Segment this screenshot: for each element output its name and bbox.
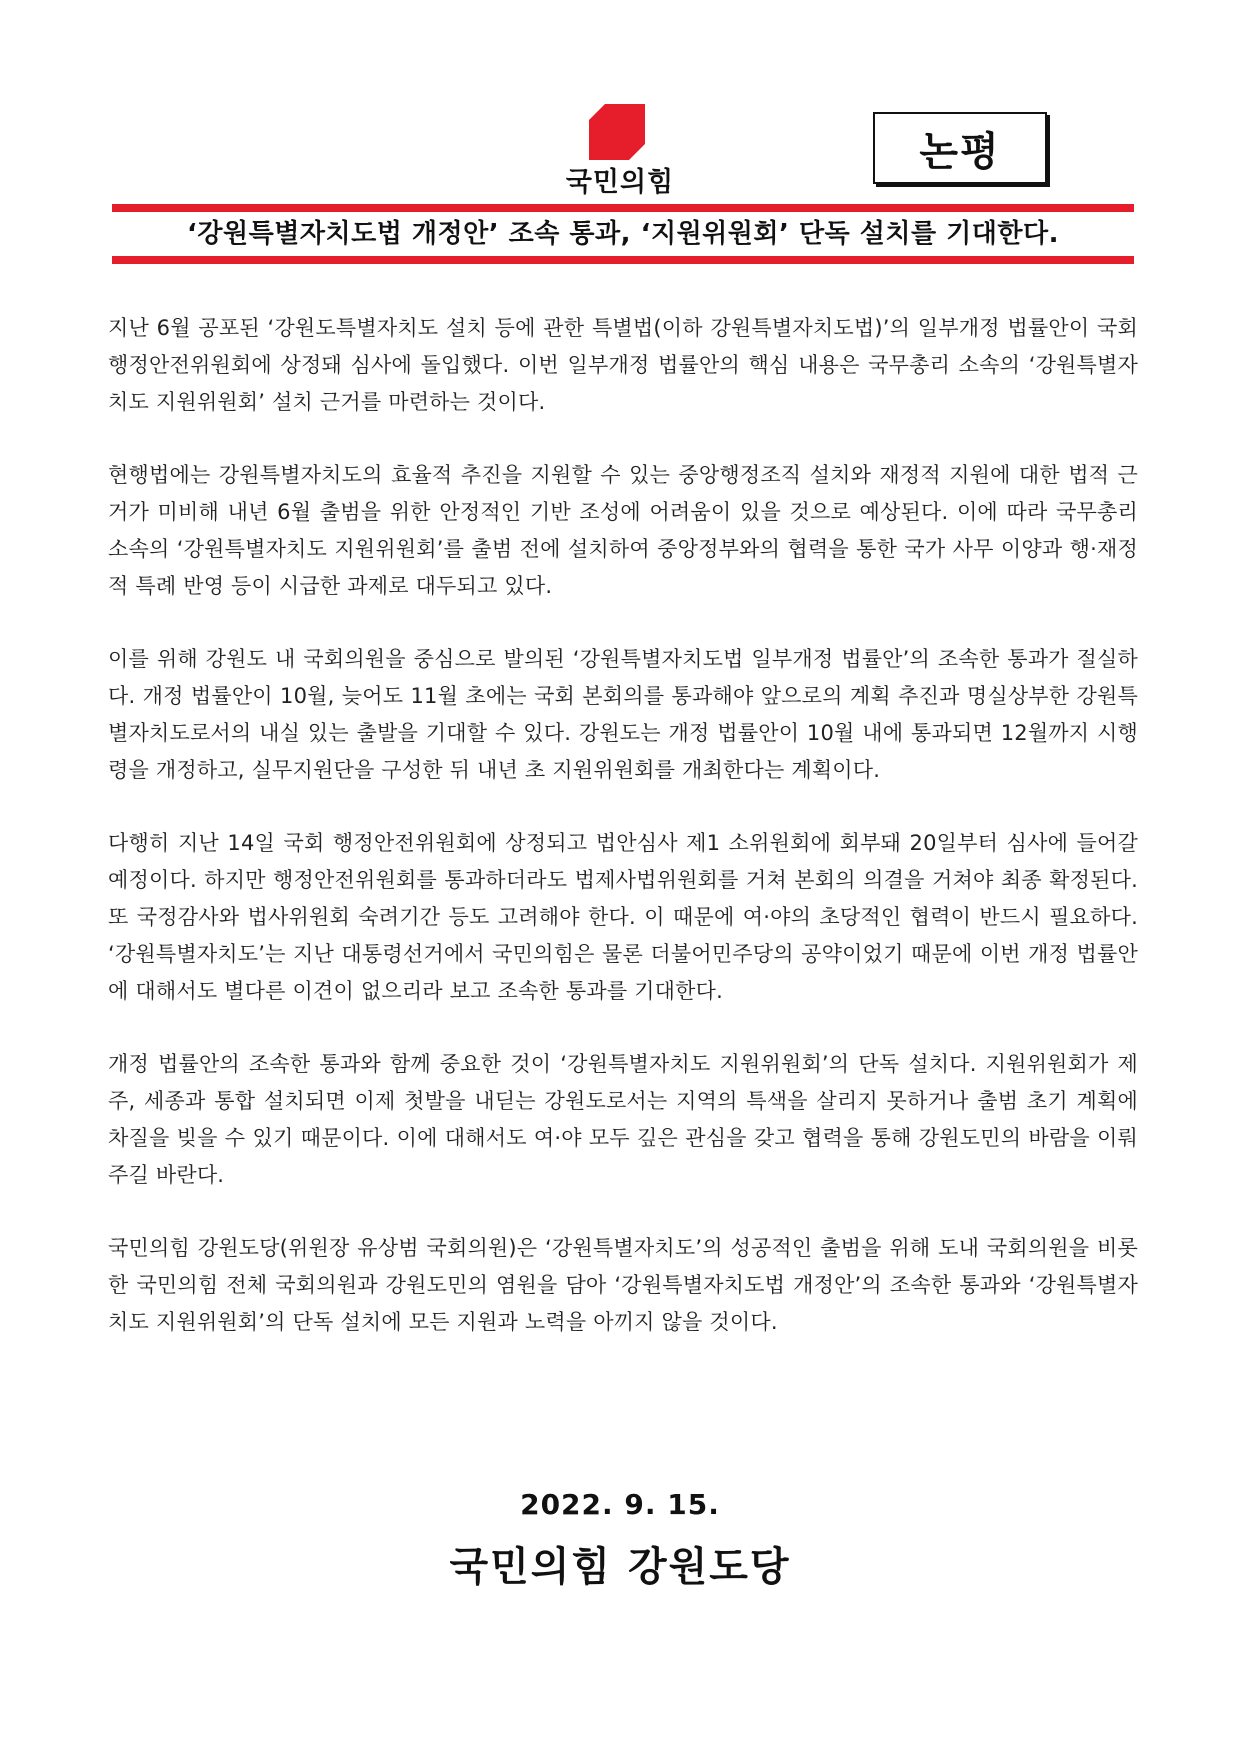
headline-top-rule [112,204,1134,212]
party-logo-icon [589,104,645,160]
party-logo-shape [589,104,645,160]
paragraph: 현행법에는 강원특별자치도의 효율적 추진을 지원할 수 있는 중앙행정조직 설치와 재정적 지원에 대한 법적 근거가 미비해 내년 6월 출범을 위한 안정적인 기반 조성에 어려움이 있을 것으로 예상된다. 이에 따라 국무총리 소속의 ‘강원특별자치도 지원위원회’를 출범 전에 설치하여 중앙정부와의 협력을 통한 국가 사무 이양과 행·재정적 특례 반영 등이 시급한 과제로 대두되고 있다. [108,463,1138,598]
issuing-organization: 국민의힘 강원도당 [449,1544,791,1590]
paragraph: 이를 위해 강원도 내 국회의원을 중심으로 발의된 ‘강원특별자치도법 일부개정 법률안’의 조속한 통과가 절실하다. 개정 법률안이 10월, 늦어도 11월 초에는 국회 본회의를 통과해야 앞으로의 계획 추진과 명실상부한 강원특별자치도로서의 내실 있는 출발을 기대할 수 있다. 강원도는 개정 법률안이 10월 내에 통과되면 12월까지 시행령을 개정하고, 실무지원단을 구성한 뒤 내년 초 지원위원회를 개최한다는 계획이다. [108,647,1138,782]
issue-date: 2022. 9. 15. [520,1488,720,1521]
document-type-label [873,112,1047,184]
party-logo-text: 국민의힘 [565,167,675,198]
paragraph: 개정 법률안의 조속한 통과와 함께 중요한 것이 ‘강원특별자치도 지원위원회’의 단독 설치다. 지원위원회가 제주, 세종과 통합 설치되면 이제 첫발을 내딛는 강원도로서는 지역의 특색을 살리지 못하거나 출범 초기 계획에 차질을 빚을 수 있기 때문이다. 이에 대해서도 여·야 모두 깊은 관심을 갖고 협력을 통해 강원도민의 바람을 이뤄주길 바란다. [108,1052,1138,1187]
paragraph: 다행히 지난 14일 국회 행정안전위원회에 상정되고 법안심사 제1 소위원회에 회부돼 20일부터 심사에 들어갈 예정이다. 하지만 행정안전위원회를 통과하더라도 법제사법위원회를 거쳐 본회의 의결을 거쳐야 최종 확정된다. 또 국정감사와 법사위원회 숙려기간 등도 고려해야 한다. 이 때문에 여·야의 초당적인 협력이 반드시 필요하다. ‘강원특별자치도’는 지난 대통령선거에서 국민의힘은 물론 더불어민주당의 공약이었기 때문에 이번 개정 법률안에 대해서도 별다른 이견이 없으리라 보고 조속한 통과를 기대한다. [108,831,1138,1003]
body-text [108,310,1138,1377]
paragraph: 지난 6월 공포된 ‘강원도특별자치도 설치 등에 관한 특별법(이하 강원특별자치도법)’의 일부개정 법률안이 국회 행정안전위원회에 상정돼 심사에 돌입했다. 이번 일부개정 법률안의 핵심 내용은 국무총리 소속의 ‘강원특별자치도 지원위원회’ 설치 근거를 마련하는 것이다. [108,316,1138,414]
document-type-text: 논평 [919,128,1001,175]
paragraph: 국민의힘 강원도당(위원장 유상범 국회의원)은 ‘강원특별자치도’의 성공적인 출범을 위해 도내 국회의원을 비롯한 국민의힘 전체 국회의원과 강원도민의 염원을 담아 ‘강원특별자치도법 개정안’의 조속한 통과와 ‘강원특별자치도 지원위원회’의 단독 설치에 모든 지원과 노력을 아끼지 않을 것이다. [108,1236,1138,1334]
headline: ‘강원특별자치도법 개정안’ 조속 통과, ‘지원위원회’ 단독 설치를 기대한다. [187,219,1059,249]
headline-bottom-rule [112,256,1134,264]
